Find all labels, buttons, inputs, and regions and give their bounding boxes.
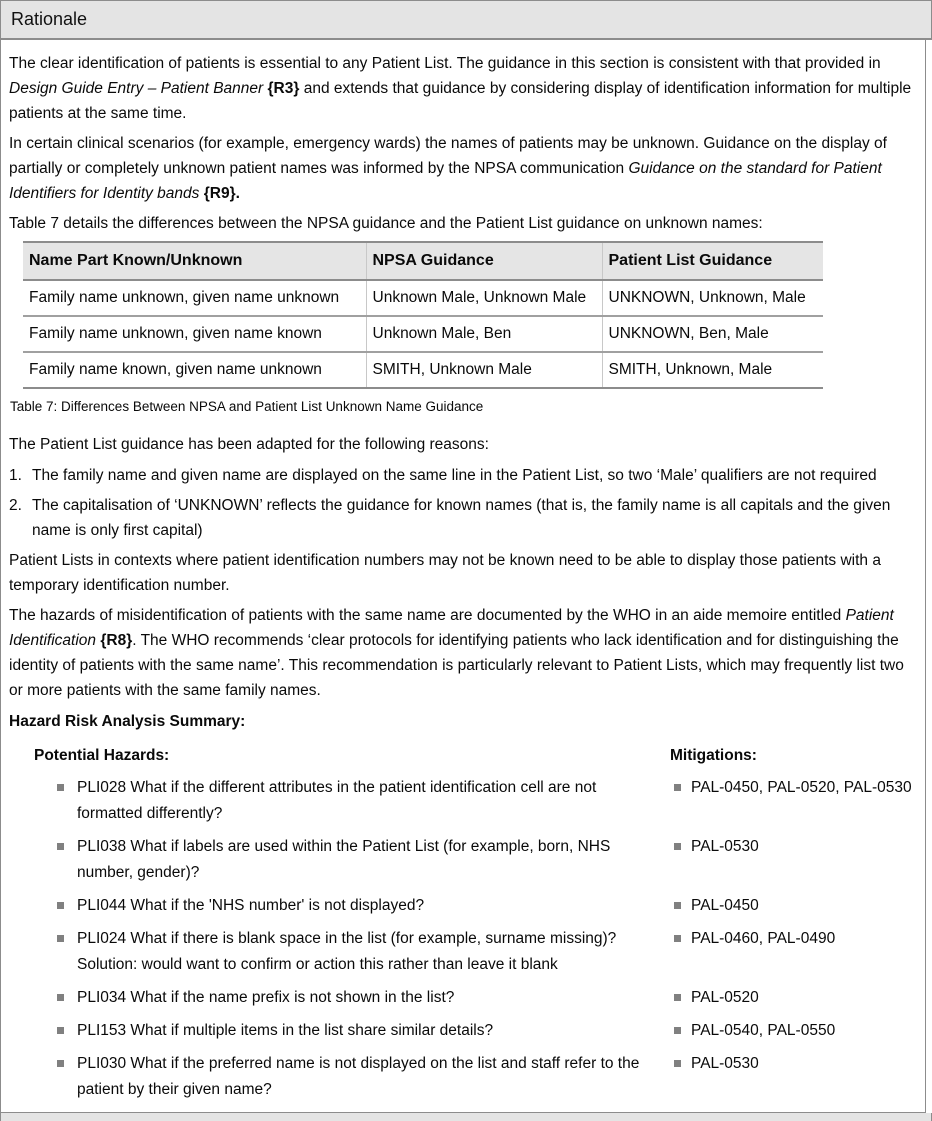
hazard-text: PLI038 What if labels are used within the Patient List (for example, born, NHS number, gender)? — [77, 838, 611, 881]
hazard-text: PLI028 What if the different attributes in the patient identification cell are not formatted differently? — [77, 779, 597, 822]
table-row — [23, 352, 823, 388]
rationale-section-body — [0, 40, 926, 1113]
list-item-text: The family name and given name are displayed on the same line in the Patient List, so two ‘Male’ qualifiers are not required — [32, 467, 877, 484]
table-cell: UNKNOWN, Ben, Male — [602, 316, 823, 352]
text: The hazards of misidentification of patients with the same name are documented by the WHO in an aide memoire entitled — [9, 607, 846, 624]
hazard-row — [34, 834, 917, 886]
table-cell: SMITH, Unknown, Male — [602, 352, 823, 388]
hazard-text: PLI034 What if the name prefix is not shown in the list? — [77, 989, 455, 1006]
table-header-cell: Name Part Known/Unknown — [23, 242, 366, 280]
table-cell: Unknown Male, Ben — [366, 316, 602, 352]
paragraph — [9, 211, 917, 236]
paragraph — [9, 131, 917, 206]
paragraph — [9, 51, 917, 126]
text: In certain clinical scenarios (for example, emergency wards) the names of patients may be unknown. Guidance on the display of partially or completely unknown patient names was informed by the NPSA communication — [9, 135, 887, 177]
hazard-items — [34, 775, 917, 1103]
hazard-text: PLI044 What if the 'NHS number' is not displayed? — [77, 897, 425, 914]
bold-text: {R3} — [267, 80, 300, 97]
hazard-cell — [34, 985, 670, 1011]
hazard-cell — [34, 893, 670, 919]
text: and extends that guidance by considering display of identification information for multiple patients at the same time. — [9, 80, 912, 122]
list-item-text: The capitalisation of ‘UNKNOWN’ reflects the guidance for known names (that is, the family name is all capitals and the given name is only first capital) — [32, 497, 891, 539]
section-title: Rationale — [11, 9, 88, 29]
table-cell: Family name unknown, given name known — [23, 316, 366, 352]
mitigation-cell — [670, 926, 917, 978]
list-item — [9, 493, 917, 543]
table-row — [23, 280, 823, 316]
mitigation-text: PAL-0530 — [691, 1055, 759, 1072]
square-bullet-icon — [674, 935, 681, 942]
intro-paragraphs — [9, 51, 917, 236]
table-cell: Family name known, given name unknown — [23, 352, 366, 388]
hazard-summary-heading: Hazard Risk Analysis Summary: — [9, 713, 246, 730]
hazard-row — [34, 1018, 917, 1044]
table-cell: Family name unknown, given name unknown — [23, 280, 366, 316]
mitigations-label: Mitigations: — [670, 747, 757, 764]
hazard-cell — [34, 775, 670, 827]
square-bullet-icon — [674, 1027, 681, 1034]
adaptation-lead: The Patient List guidance has been adapted for the following reasons: — [9, 436, 489, 453]
square-bullet-icon — [57, 843, 64, 850]
square-bullet-icon — [57, 902, 64, 909]
table-row — [23, 316, 823, 352]
square-bullet-icon — [57, 935, 64, 942]
unknown-names-table — [23, 241, 823, 389]
square-bullet-icon — [57, 1060, 64, 1067]
table-head — [23, 242, 823, 280]
hazard-row — [34, 1051, 917, 1103]
hazard-row — [34, 893, 917, 919]
mitigation-cell — [670, 1051, 917, 1103]
mitigation-cell — [670, 775, 917, 827]
bold-text: {R8} — [100, 632, 133, 649]
table-cell: UNKNOWN, Unknown, Male — [602, 280, 823, 316]
square-bullet-icon — [674, 902, 681, 909]
square-bullet-icon — [674, 784, 681, 791]
mitigation-text: PAL-0450, PAL-0520, PAL-0530 — [691, 779, 912, 796]
text: Patient Lists in contexts where patient identification numbers may not be known need to be able to display those patients with a temporary identification number. — [9, 552, 881, 594]
mitigation-text: PAL-0460, PAL-0490 — [691, 930, 836, 947]
mitigation-cell — [670, 893, 917, 919]
hazard-risk-section — [34, 743, 917, 1103]
square-bullet-icon — [674, 994, 681, 1001]
italic-text: Patient Identification — [9, 607, 894, 649]
mitigation-cell — [670, 834, 917, 886]
mitigation-cell — [670, 985, 917, 1011]
table-header-row — [23, 242, 823, 280]
hazard-cell — [34, 834, 670, 886]
hazard-cell — [34, 1051, 670, 1103]
square-bullet-icon — [674, 843, 681, 850]
italic-text: Design Guide Entry – Patient Banner — [9, 80, 264, 97]
adaptation-reason-list — [9, 463, 917, 543]
table-header-cell: Patient List Guidance — [602, 242, 823, 280]
list-item-number: 1. — [9, 467, 22, 484]
table-body — [23, 280, 823, 388]
paragraph — [9, 548, 917, 598]
next-section-header-peek — [0, 1113, 932, 1121]
table-cell: SMITH, Unknown Male — [366, 352, 602, 388]
mitigation-text: PAL-0530 — [691, 838, 759, 855]
mitigation-text: PAL-0450 — [691, 897, 759, 914]
square-bullet-icon — [57, 994, 64, 1001]
hazard-row — [34, 926, 917, 978]
list-item — [9, 463, 917, 488]
potential-hazards-label: Potential Hazards: — [34, 747, 170, 764]
table-cell: Unknown Male, Unknown Male — [366, 280, 602, 316]
rationale-section-header — [0, 0, 932, 40]
text: Table 7 details the differences between the NPSA guidance and the Patient List guidance on unknown names: — [9, 215, 763, 232]
square-bullet-icon — [57, 1027, 64, 1034]
hazard-cell — [34, 926, 670, 978]
hazard-row — [34, 985, 917, 1011]
mitigation-text: PAL-0540, PAL-0550 — [691, 1022, 836, 1039]
hazard-text: PLI153 What if multiple items in the list share similar details? — [77, 1022, 494, 1039]
middle-paragraphs — [9, 548, 917, 703]
table-header-cell: NPSA Guidance — [366, 242, 602, 280]
square-bullet-icon — [674, 1060, 681, 1067]
table-caption: Table 7: Differences Between NPSA and Patient List Unknown Name Guidance — [10, 399, 484, 414]
italic-text: Guidance on the standard for Patient Identifiers for Identity bands — [9, 160, 882, 202]
hazard-text: PLI030 What if the preferred name is not displayed on the list and staff refer to the patient by their given name? — [77, 1055, 640, 1098]
hazard-row — [34, 775, 917, 827]
paragraph — [9, 603, 917, 703]
hazard-text: PLI024 What if there is blank space in the list (for example, surname missing)? Solution: would want to confirm or action this rather than leave it blank — [77, 930, 617, 973]
bold-text: {R9}. — [203, 185, 240, 202]
list-item-number: 2. — [9, 497, 22, 514]
mitigation-cell — [670, 1018, 917, 1044]
hazard-cell — [34, 1018, 670, 1044]
square-bullet-icon — [57, 784, 64, 791]
text: The clear identification of patients is essential to any Patient List. The guidance in this section is consistent with that provided in — [9, 55, 881, 72]
mitigation-text: PAL-0520 — [691, 989, 759, 1006]
text: . The WHO recommends ‘clear protocols for identifying patients who lack identification and for distinguishing the identity of patients with the same name’. This recommendation is particularly relevant to Patient Lists, which may frequently list two or more patients with the same family names. — [9, 632, 904, 699]
hazard-column-labels — [34, 743, 917, 768]
